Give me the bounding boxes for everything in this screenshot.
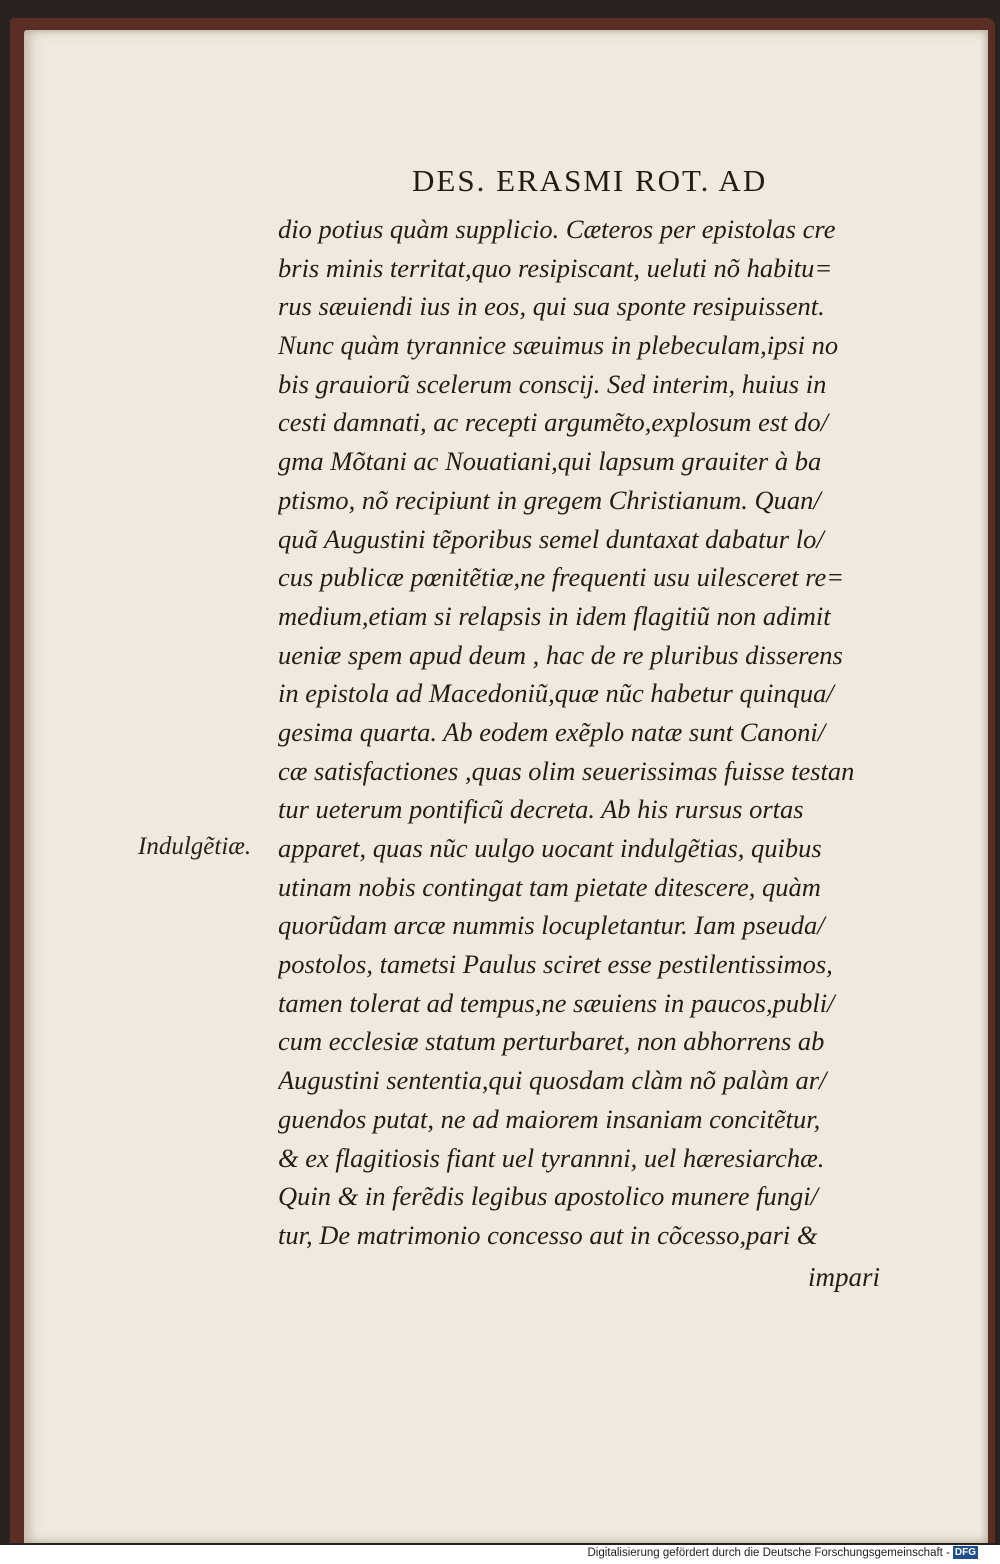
text-line: ptismo, nõ recipiunt in gregem Christianum. Quan/ <box>278 484 821 515</box>
text-line: & ex flagitiosis fiant uel tyrannni, uel hæresiarchæ. <box>278 1142 825 1173</box>
text-line: apparet, quas nũc uulgo uocant indulgẽtias, quibus <box>278 833 822 863</box>
text-line: ueniæ spem apud deum , hac de re pluribus disserens <box>278 639 843 670</box>
text-line: cæ satisfactiones ,quas olim seuerissimas fuisse testan <box>278 755 855 786</box>
text-line: rus sæuiendi ius in eos, qui sua sponte resipuissent. <box>278 291 825 322</box>
text-line: cus publicæ pœnitẽtiæ,ne frequenti usu uilesceret re= <box>278 562 845 593</box>
text-line: Nunc quàm tyrannice sæuimus in plebeculam,ipsi no <box>278 330 839 361</box>
catchword: impari <box>808 1262 881 1292</box>
text-line: gma Mõtani ac Nouatiani,qui lapsum grauiter à ba <box>278 446 822 477</box>
digitization-credit <box>587 1546 978 1559</box>
text-line: Quin & in ferẽdis legibus apostolico munere fungi/ <box>278 1181 819 1212</box>
text-line: quorũdam arcæ nummis locupletantur. Iam pseuda/ <box>278 910 825 941</box>
text-line: tamen tolerat ad tempus,ne sæuiens in paucos,publi/ <box>278 987 835 1018</box>
running-head: DES. ERASMI ROT. AD <box>412 163 768 198</box>
text-line: bris minis territat,quo resipiscant, ueluti nõ habitu= <box>278 252 833 283</box>
text-line: postolos, tametsi Paulus sciret esse pestilentissimos, <box>278 949 833 980</box>
marginal-note: Indulgẽtiæ. <box>138 833 252 860</box>
text-line: quã Augustini tẽporibus semel duntaxat dabatur lo/ <box>278 523 824 554</box>
text-line: cum ecclesiæ statum perturbaret, non abhorrens ab <box>278 1026 825 1057</box>
credit-text: Digitalisierung gefördert durch die Deutsche Forschungsgemeinschaft - <box>587 1546 950 1559</box>
text-line: Augustini sententia,qui quosdam clàm nõ palàm ar/ <box>278 1065 827 1096</box>
text-line: dio potius quàm supplicio. Cæteros per epistolas cre <box>278 214 836 244</box>
dfg-logo: DFG <box>954 1547 976 1558</box>
text-line: utinam nobis contingat tam pietate ditescere, quàm <box>278 871 821 902</box>
text-line: guendos putat, ne ad maiorem insaniam concitẽtur, <box>278 1103 821 1134</box>
text-line: tur ueterum pontificũ decreta. Ab his rursus ortas <box>278 794 804 825</box>
text-line: tur, De matrimonio concesso aut in cõcesso,pari & <box>278 1219 818 1250</box>
text-line: in epistola ad Macedoniũ,quæ nũc habetur quinqua/ <box>278 678 834 709</box>
text-line: gesima quarta. Ab eodem exẽplo natæ sunt Canoni/ <box>278 716 826 747</box>
text-line: medium,etiam si relapsis in idem flagitiũ non adimit <box>278 600 831 631</box>
body-text <box>278 210 933 1255</box>
text-line: cesti damnati, ac recepti argumẽto,explosum est do/ <box>278 407 829 438</box>
text-line: bis grauiorũ scelerum conscij. Sed interim, huius in <box>278 368 827 399</box>
